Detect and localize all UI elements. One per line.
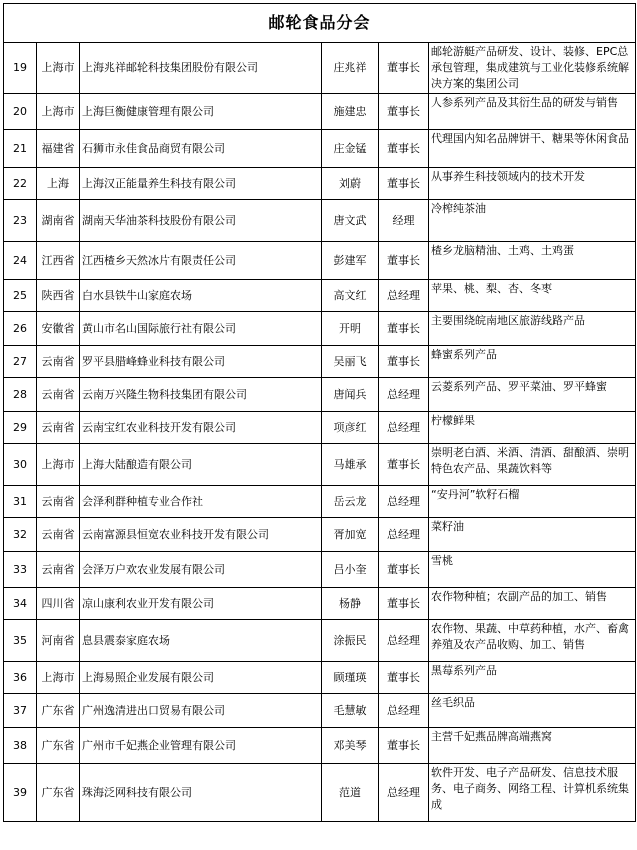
- row-person: 马雄承: [322, 444, 379, 486]
- row-region: 上海市: [37, 662, 80, 694]
- table-row: [4, 200, 636, 242]
- row-products: 农作物、果蔬、中草药种植，水产、畜禽养殖及农产品收购、加工、销售: [429, 620, 636, 662]
- row-company: 云南万兴隆生物科技集团有限公司: [80, 378, 322, 412]
- row-region: 广东省: [37, 764, 80, 822]
- row-number: 38: [4, 728, 37, 764]
- row-company: 云南富源县恒宽农业科技开发有限公司: [80, 518, 322, 552]
- table-row: [4, 444, 636, 486]
- row-region: 云南省: [37, 518, 80, 552]
- row-region: 广东省: [37, 694, 80, 728]
- row-position: 总经理: [379, 764, 429, 822]
- row-products: 崇明老白酒、米酒、清酒、甜酿酒、崇明特色农产品、果蔬饮料等: [429, 444, 636, 486]
- row-region: 云南省: [37, 486, 80, 518]
- row-position: 总经理: [379, 620, 429, 662]
- row-position: 总经理: [379, 378, 429, 412]
- row-company: 息县震泰家庭农场: [80, 620, 322, 662]
- row-products: 黑莓系列产品: [429, 662, 636, 694]
- row-number: 27: [4, 346, 37, 378]
- row-position: 董事长: [379, 444, 429, 486]
- row-number: 33: [4, 552, 37, 588]
- row-region: 江西省: [37, 242, 80, 280]
- row-position: 董事长: [379, 346, 429, 378]
- row-region: 云南省: [37, 378, 80, 412]
- row-company: 江西楂乡天然冰片有限责任公司: [80, 242, 322, 280]
- row-products: 邮轮游艇产品研发、设计、装修、EPC总承包管理，集成建筑与工业化装修系统解决方案的集团公司: [429, 43, 636, 94]
- table-row: [4, 378, 636, 412]
- table-row: [4, 764, 636, 822]
- row-region: 陕西省: [37, 280, 80, 312]
- row-number: 36: [4, 662, 37, 694]
- row-position: 董事长: [379, 662, 429, 694]
- row-person: 项彦红: [322, 412, 379, 444]
- row-position: 总经理: [379, 518, 429, 552]
- row-number: 25: [4, 280, 37, 312]
- row-person: 胥加宽: [322, 518, 379, 552]
- row-products: 蜂蜜系列产品: [429, 346, 636, 378]
- row-region: 湖南省: [37, 200, 80, 242]
- row-person: 范道: [322, 764, 379, 822]
- row-company: 上海汉正能量养生科技有限公司: [80, 168, 322, 200]
- row-person: 顾瑾瑛: [322, 662, 379, 694]
- row-products: 主要围绕皖南地区旅游线路产品: [429, 312, 636, 346]
- row-products: 雪桃: [429, 552, 636, 588]
- table-row: [4, 130, 636, 168]
- row-position: 董事长: [379, 312, 429, 346]
- row-position: 董事长: [379, 94, 429, 130]
- row-company: 湖南天华油茶科技股份有限公司: [80, 200, 322, 242]
- row-person: 开明: [322, 312, 379, 346]
- row-person: 高文红: [322, 280, 379, 312]
- row-position: 经理: [379, 200, 429, 242]
- row-position: 总经理: [379, 694, 429, 728]
- row-position: 总经理: [379, 486, 429, 518]
- table-row: [4, 346, 636, 378]
- row-company: 罗平县腊峰蜂业科技有限公司: [80, 346, 322, 378]
- row-company: 珠海泛网科技有限公司: [80, 764, 322, 822]
- row-person: 庄金锰: [322, 130, 379, 168]
- row-person: 庄兆祥: [322, 43, 379, 94]
- row-region: 安徽省: [37, 312, 80, 346]
- row-position: 董事长: [379, 588, 429, 620]
- row-number: 39: [4, 764, 37, 822]
- row-products: 主营千妃燕品牌高端燕窝: [429, 728, 636, 764]
- row-region: 云南省: [37, 346, 80, 378]
- row-products: 农作物种植；农副产品的加工、销售: [429, 588, 636, 620]
- table-row: [4, 280, 636, 312]
- row-person: 毛慧敏: [322, 694, 379, 728]
- row-position: 董事长: [379, 43, 429, 94]
- row-person: 吕小奎: [322, 552, 379, 588]
- row-region: 四川省: [37, 588, 80, 620]
- table-row: [4, 486, 636, 518]
- table-row: [4, 412, 636, 444]
- table-row: [4, 43, 636, 94]
- table-row: [4, 588, 636, 620]
- row-company: 会泽利群种植专业合作社: [80, 486, 322, 518]
- row-products: 云菱系列产品、罗平菜油、罗平蜂蜜: [429, 378, 636, 412]
- row-products: “安丹河”软籽石榴: [429, 486, 636, 518]
- table-row: [4, 552, 636, 588]
- member-table: [3, 3, 636, 822]
- row-position: 董事长: [379, 728, 429, 764]
- row-products: 丝毛织品: [429, 694, 636, 728]
- row-person: 杨静: [322, 588, 379, 620]
- row-region: 上海市: [37, 94, 80, 130]
- row-position: 总经理: [379, 280, 429, 312]
- row-position: 董事长: [379, 168, 429, 200]
- row-company: 黄山市名山国际旅行社有限公司: [80, 312, 322, 346]
- row-number: 31: [4, 486, 37, 518]
- row-number: 19: [4, 43, 37, 94]
- row-number: 32: [4, 518, 37, 552]
- row-company: 石狮市永佳食品商贸有限公司: [80, 130, 322, 168]
- table-row: [4, 168, 636, 200]
- row-person: 涂振民: [322, 620, 379, 662]
- row-company: 上海大陆酿造有限公司: [80, 444, 322, 486]
- row-position: 董事长: [379, 552, 429, 588]
- table-row: [4, 242, 636, 280]
- row-person: 唐文武: [322, 200, 379, 242]
- row-number: 21: [4, 130, 37, 168]
- row-region: 上海: [37, 168, 80, 200]
- row-person: 唐闻兵: [322, 378, 379, 412]
- row-number: 30: [4, 444, 37, 486]
- row-person: 施建忠: [322, 94, 379, 130]
- table-row: [4, 312, 636, 346]
- row-position: 总经理: [379, 412, 429, 444]
- row-number: 22: [4, 168, 37, 200]
- row-position: 董事长: [379, 242, 429, 280]
- row-number: 29: [4, 412, 37, 444]
- row-region: 广东省: [37, 728, 80, 764]
- row-region: 上海市: [37, 43, 80, 94]
- title-row: [4, 4, 636, 43]
- row-region: 云南省: [37, 412, 80, 444]
- row-number: 24: [4, 242, 37, 280]
- row-region: 云南省: [37, 552, 80, 588]
- row-person: 吴丽飞: [322, 346, 379, 378]
- row-region: 河南省: [37, 620, 80, 662]
- row-products: 人参系列产品及其衍生品的研发与销售: [429, 94, 636, 130]
- row-number: 34: [4, 588, 37, 620]
- row-company: 广州逸清进出口贸易有限公司: [80, 694, 322, 728]
- row-products: 软件开发、电子产品研发、信息技术服务、电子商务、网络工程、计算机系统集成: [429, 764, 636, 822]
- row-products: 冷榨纯茶油: [429, 200, 636, 242]
- table-row: [4, 662, 636, 694]
- table-title: 邮轮食品分会: [4, 4, 636, 43]
- row-products: 代理国内知名品牌饼干、糖果等休闲食品: [429, 130, 636, 168]
- row-company: 上海巨衡健康管理有限公司: [80, 94, 322, 130]
- row-company: 上海兆祥邮轮科技集团股份有限公司: [80, 43, 322, 94]
- row-company: 上海易照企业发展有限公司: [80, 662, 322, 694]
- row-number: 37: [4, 694, 37, 728]
- table-row: [4, 728, 636, 764]
- row-number: 23: [4, 200, 37, 242]
- row-person: 刘蔚: [322, 168, 379, 200]
- table-row: [4, 94, 636, 130]
- row-position: 董事长: [379, 130, 429, 168]
- row-person: 彭建军: [322, 242, 379, 280]
- row-products: 苹果、桃、梨、杏、冬枣: [429, 280, 636, 312]
- row-company: 广州市千妃燕企业管理有限公司: [80, 728, 322, 764]
- row-number: 26: [4, 312, 37, 346]
- row-company: 凉山康利农业开发有限公司: [80, 588, 322, 620]
- row-person: 岳云龙: [322, 486, 379, 518]
- row-number: 28: [4, 378, 37, 412]
- row-number: 35: [4, 620, 37, 662]
- row-products: 楂乡龙脑精油、土鸡、土鸡蛋: [429, 242, 636, 280]
- table-row: [4, 620, 636, 662]
- row-products: 柠檬鲜果: [429, 412, 636, 444]
- row-region: 福建省: [37, 130, 80, 168]
- row-company: 云南宝红农业科技开发有限公司: [80, 412, 322, 444]
- row-products: 从事养生科技领域内的技术开发: [429, 168, 636, 200]
- row-company: 白水县铁牛山家庭农场: [80, 280, 322, 312]
- row-products: 菜籽油: [429, 518, 636, 552]
- row-person: 邓美琴: [322, 728, 379, 764]
- row-region: 上海市: [37, 444, 80, 486]
- row-company: 会泽万户欢农业发展有限公司: [80, 552, 322, 588]
- table-row: [4, 694, 636, 728]
- row-number: 20: [4, 94, 37, 130]
- table-row: [4, 518, 636, 552]
